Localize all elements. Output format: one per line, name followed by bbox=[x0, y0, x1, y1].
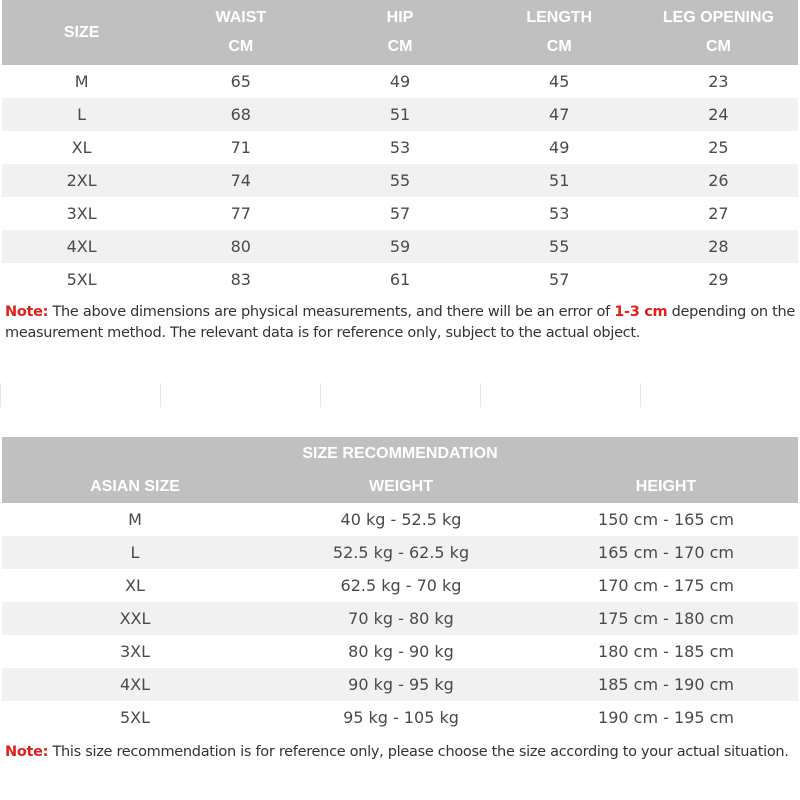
cell-size: L bbox=[130, 543, 140, 562]
measurements-body bbox=[2, 65, 798, 296]
cell-leg-opening: 29 bbox=[708, 270, 729, 289]
cell-size: XL bbox=[71, 138, 92, 157]
divider bbox=[480, 383, 640, 407]
table-row bbox=[2, 98, 798, 131]
cell-weight: 62.5 kg - 70 kg bbox=[340, 576, 462, 595]
cell-leg-opening: 26 bbox=[708, 171, 729, 190]
table-row bbox=[2, 569, 798, 602]
cell-height: 165 cm - 170 cm bbox=[598, 543, 734, 562]
cell-size: 3XL bbox=[119, 642, 151, 661]
cell-leg-opening: 23 bbox=[708, 72, 729, 91]
recommendation-note bbox=[5, 742, 797, 763]
header-label: LENGTH bbox=[526, 8, 593, 26]
cell-length: 47 bbox=[549, 105, 570, 124]
cell-size: M bbox=[74, 72, 89, 91]
cell-waist: 83 bbox=[230, 270, 251, 289]
cell-weight: 40 kg - 52.5 kg bbox=[340, 510, 462, 529]
cell-length: 53 bbox=[549, 204, 570, 223]
cell-leg-opening: 27 bbox=[708, 204, 729, 223]
cell-hip: 49 bbox=[389, 72, 411, 91]
recommendation-header bbox=[2, 437, 798, 503]
note-label: Note: bbox=[5, 304, 49, 320]
cell-waist: 77 bbox=[230, 204, 251, 223]
recommendation-column-headers bbox=[2, 470, 798, 503]
note-text: This size recommendation is for reference only, please choose the size according to your actual situation. bbox=[48, 744, 789, 760]
cell-hip: 51 bbox=[389, 105, 411, 124]
divider bbox=[320, 383, 480, 407]
cell-size: XL bbox=[125, 576, 145, 595]
table-row bbox=[2, 230, 798, 263]
cell-size: M bbox=[128, 510, 142, 529]
cell-size: 4XL bbox=[66, 237, 97, 256]
cell-weight: 80 kg - 90 kg bbox=[348, 642, 454, 661]
cell-length: 49 bbox=[549, 138, 570, 157]
header-height: HEIGHT bbox=[635, 477, 697, 495]
cell-weight: 70 kg - 80 kg bbox=[348, 609, 454, 628]
divider bbox=[160, 383, 320, 407]
header-length bbox=[480, 0, 639, 65]
cell-length: 57 bbox=[549, 270, 570, 289]
cell-size: 5XL bbox=[119, 708, 151, 727]
cell-waist: 65 bbox=[230, 72, 251, 91]
header-asian-size: ASIAN SIZE bbox=[90, 477, 180, 495]
cell-height: 170 cm - 175 cm bbox=[598, 576, 734, 595]
cell-size: 3XL bbox=[66, 204, 97, 223]
faint-dividers bbox=[0, 383, 800, 407]
cell-hip: 59 bbox=[389, 237, 411, 256]
cell-height: 185 cm - 190 cm bbox=[598, 675, 734, 694]
header-hip bbox=[320, 0, 479, 65]
cell-weight: 95 kg - 105 kg bbox=[343, 708, 459, 727]
cell-height: 180 cm - 185 cm bbox=[598, 642, 734, 661]
cell-waist: 74 bbox=[230, 171, 251, 190]
table-row bbox=[2, 65, 798, 98]
table-row bbox=[2, 131, 798, 164]
header-label: SIZE bbox=[63, 23, 100, 41]
note-text: The above dimensions are physical measurements, and there will be an error of bbox=[48, 304, 615, 320]
header-label: LEG OPENING bbox=[662, 8, 774, 26]
table-row bbox=[2, 263, 798, 296]
cell-height: 175 cm - 180 cm bbox=[598, 609, 734, 628]
table-row bbox=[2, 668, 798, 701]
cell-height: 150 cm - 165 cm bbox=[598, 510, 734, 529]
header-unit: CM bbox=[387, 38, 413, 56]
cell-hip: 55 bbox=[389, 171, 411, 190]
cell-hip: 53 bbox=[389, 138, 411, 157]
cell-weight: 90 kg - 95 kg bbox=[348, 675, 454, 694]
table-row bbox=[2, 503, 798, 536]
header-leg-opening bbox=[639, 0, 798, 65]
cell-hip: 57 bbox=[389, 204, 411, 223]
cell-leg-opening: 25 bbox=[708, 138, 729, 157]
divider bbox=[0, 383, 160, 407]
cell-length: 55 bbox=[549, 237, 570, 256]
header-waist bbox=[161, 0, 320, 65]
table-row bbox=[2, 536, 798, 569]
table-row bbox=[2, 197, 798, 230]
table-row bbox=[2, 602, 798, 635]
cell-waist: 68 bbox=[230, 105, 251, 124]
table-row bbox=[2, 164, 798, 197]
cell-weight: 52.5 kg - 62.5 kg bbox=[332, 543, 470, 562]
cell-hip: 61 bbox=[389, 270, 411, 289]
cell-size: 4XL bbox=[119, 675, 151, 694]
cell-leg-opening: 24 bbox=[708, 105, 729, 124]
measurements-table bbox=[2, 0, 798, 296]
recommendation-title: SIZE RECOMMENDATION bbox=[302, 444, 498, 462]
cell-waist: 80 bbox=[230, 237, 251, 256]
table-row bbox=[2, 635, 798, 668]
cell-waist: 71 bbox=[230, 138, 251, 157]
note-text: depending on the measurement method. The relevant data is for reference only, subject to the actual object. bbox=[5, 304, 795, 341]
table-row bbox=[2, 701, 798, 734]
header-label: WAIST bbox=[215, 8, 267, 26]
header-weight: WEIGHT bbox=[369, 477, 433, 495]
header-unit: CM bbox=[228, 38, 254, 56]
cell-leg-opening: 28 bbox=[708, 237, 729, 256]
cell-size: 5XL bbox=[66, 270, 97, 289]
divider bbox=[640, 383, 800, 407]
note-highlight: 1-3 cm bbox=[614, 304, 668, 320]
header-size bbox=[2, 0, 161, 65]
header-unit: CM bbox=[546, 38, 572, 56]
measurements-header bbox=[2, 0, 798, 65]
size-recommendation-table bbox=[2, 437, 798, 734]
note-label: Note: bbox=[5, 744, 49, 760]
cell-size: L bbox=[77, 105, 87, 124]
cell-size: XXL bbox=[119, 609, 151, 628]
header-unit: CM bbox=[705, 38, 731, 56]
measurement-note bbox=[5, 302, 797, 344]
cell-height: 190 cm - 195 cm bbox=[598, 708, 734, 727]
cell-length: 45 bbox=[549, 72, 570, 91]
cell-length: 51 bbox=[549, 171, 570, 190]
cell-size: 2XL bbox=[66, 171, 97, 190]
header-label: HIP bbox=[386, 8, 414, 26]
